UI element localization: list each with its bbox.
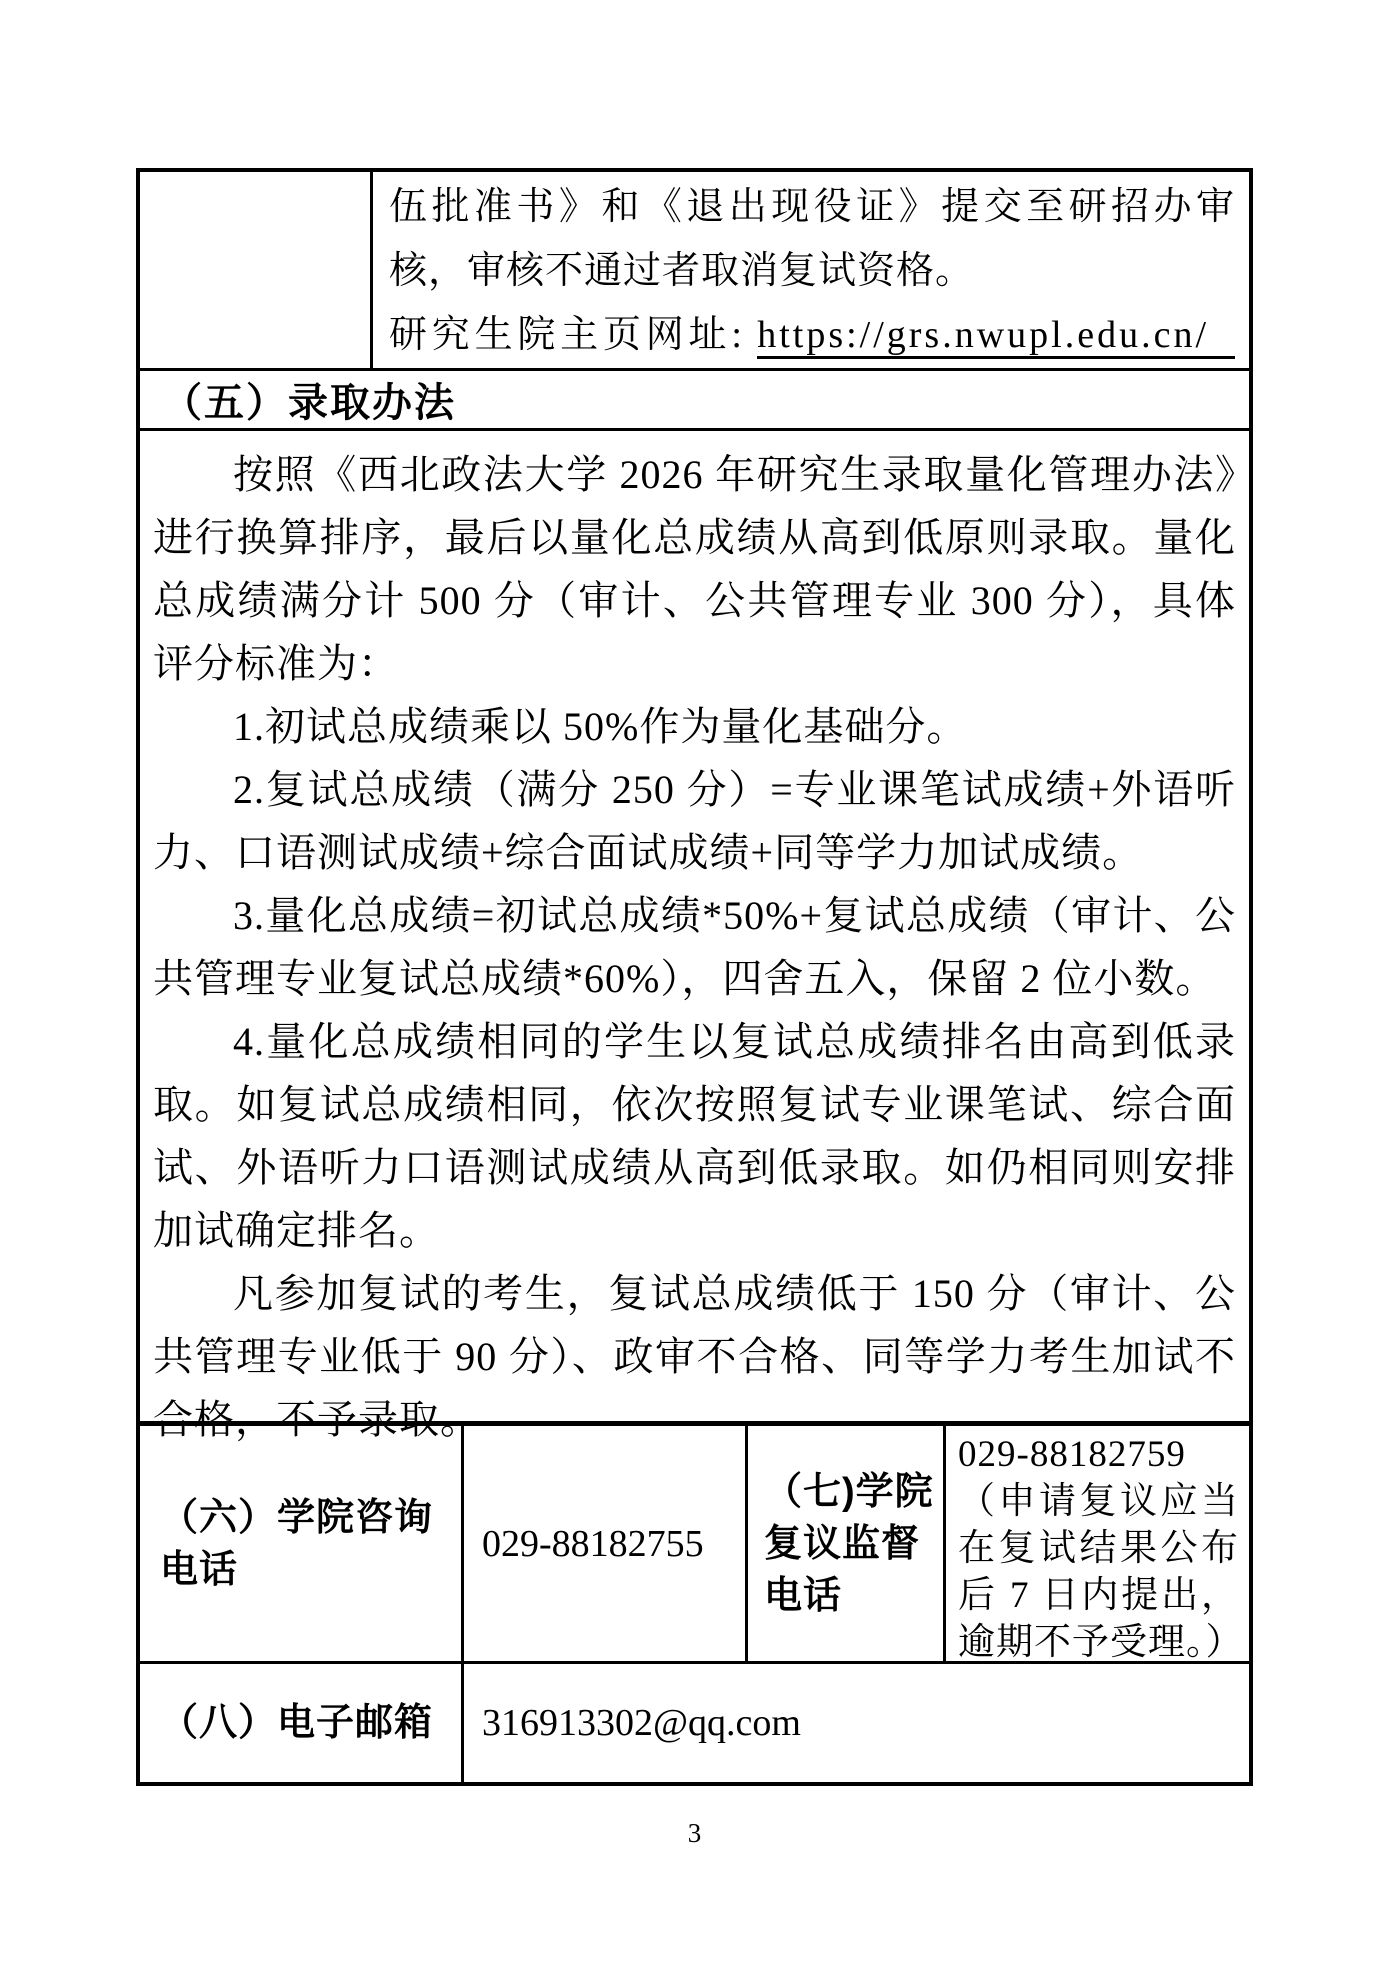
homepage-label: 研究生院主页网址: [389, 314, 743, 356]
email-address-cell [464, 1664, 1249, 1782]
page-number: 3 [687, 1818, 702, 1848]
empty-header-cell [140, 172, 373, 368]
table-row-continuation [140, 172, 1249, 371]
gradschool-homepage-link[interactable]: https://grs.nwupl.edu.cn/ [757, 314, 1235, 359]
consult-phone-number: 029-88182755 [482, 1522, 704, 1565]
consult-phone-cell [464, 1426, 748, 1661]
homepage-line [389, 303, 1235, 367]
continuation-cell [373, 172, 1249, 368]
consult-phone-label-cell [140, 1426, 464, 1661]
section5-heading: （五）录取办法 [162, 381, 456, 425]
paragraph-rule1: 1.初试总成绩乘以 50%作为量化基础分。 [233, 704, 968, 749]
email-label: （八）电子邮箱 [160, 1702, 434, 1744]
consult-phone-label: （六）学院咨询电话 [160, 1496, 434, 1591]
section5-heading-row [140, 371, 1249, 431]
email-row [140, 1664, 1249, 1782]
admission-info-table [136, 168, 1253, 1786]
paragraph-rule2: 2.复试总成绩（满分 250 分）=专业课笔试成绩+外语听力、口语测试成绩+综合面试成绩+同等学力加试成绩。 [153, 767, 1236, 875]
review-phone-label: （七)学院复议监督电话 [764, 1470, 934, 1617]
review-phone-cell: 029-88182759（申请复议应当在复试结果公布后 7 日内提出，逾期不予受理。） [958, 1434, 1244, 1661]
section5-body [140, 431, 1249, 1451]
email-label-cell [140, 1664, 464, 1782]
email-address: 316913302@qq.com [482, 1702, 801, 1744]
contacts-row [140, 1426, 1249, 1664]
paragraph-rule3: 3.量化总成绩=初试总成绩*50%+复试总成绩（审计、公共管理专业复试总成绩*60%），四舍五入，保留 2 位小数。 [153, 893, 1236, 1001]
continuation-text: 伍批准书》和《退出现役证》提交至研招办审核，审核不通过者取消复试资格。 [389, 186, 1235, 292]
section5-body-row [140, 431, 1249, 1442]
paragraph-rule4: 4.量化总成绩相同的学生以复试总成绩排名由高到低录取。如复试总成绩相同，依次按照复试专业课笔试、综合面试、外语听力口语测试成绩从高到低录取。如仍相同则安排加试确定排名。 [153, 1019, 1236, 1253]
review-phone-label-cell [748, 1426, 946, 1661]
paragraph-disqualify: 凡参加复试的考生，复试总成绩低于 150 分（审计、公共管理专业低于 90 分）、政审不合格、同等学力考生加试不合格，不予录取。 [153, 1271, 1236, 1442]
paragraph-intro: 按照《西北政法大学 2026 年研究生录取量化管理办法》进行换算排序，最后以量化总成绩从高到低原则录取。量化总成绩满分计 500 分（审计、公共管理专业 300 分），具体评分标准为： [153, 452, 1236, 686]
